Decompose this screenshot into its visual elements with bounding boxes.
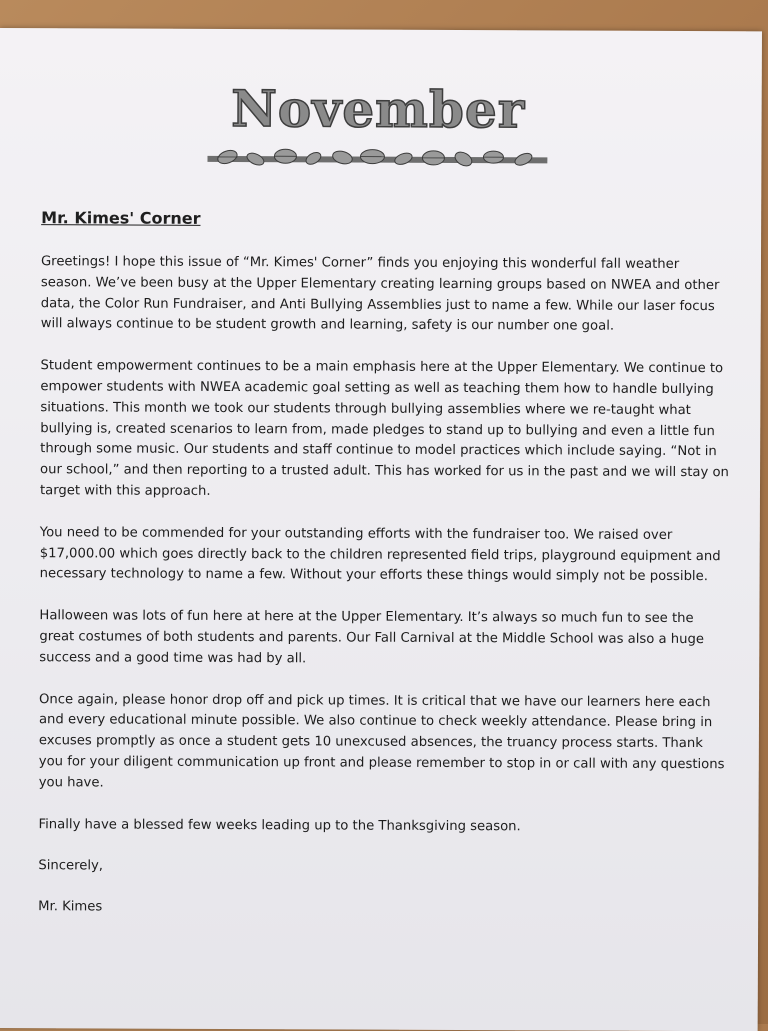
paragraph-halloween: Halloween was lots of fun here at here at the Upper Elementary. It’s always so much fun to see the great costumes of both students and parents. Our Fall Carnival at the Middle School was also a huge success and a good time was had by all. (39, 606, 729, 671)
paragraph-fundraiser: You need to be commended for your outstanding efforts with the fundraiser too. We raised over $17,000.00 which goes directly back to the children represented field trips, playground equipment and necessary technology to name a few. Without your efforts these things would simply not be possible. (40, 523, 730, 588)
closing-block (38, 857, 728, 922)
closing-salutation: Sincerely, (38, 857, 728, 881)
page-title: November (206, 79, 551, 141)
autumn-leaves-garland-icon (207, 145, 547, 170)
paragraph-greeting: Greetings! I hope this issue of “Mr. Kimes' Corner” finds you enjoying this wonderful fall weather season. We’ve been busy at the Upper Elementary creating learning groups based on NWEA and other data, the Color Run Fundraiser, and Anti Bullying Assemblies just to name a few. While our laser focus will always continue to be student growth and learning, safety is our number one goal. (41, 252, 731, 338)
title-banner (205, 79, 550, 181)
letter-paper (0, 28, 762, 1031)
signature: Mr. Kimes (38, 897, 728, 921)
paragraph-thanksgiving: Finally have a blessed few weeks leading up to the Thanksgiving season. (38, 815, 728, 839)
letter-body (38, 252, 731, 941)
paragraph-attendance: Once again, please honor drop off and pick up times. It is critical that we have our learners here each and every educational minute possible. We also continue to check weekly attendance. Please bring in excuses promptly as once a student gets 10 unexcused absences, the truancy process starts. Thank you for your diligent communication up front and please remember to stop in or call with any questions you have. (39, 690, 729, 797)
section-heading: Mr. Kimes' Corner (41, 208, 200, 228)
paragraph-empowerment: Student empowerment continues to be a main emphasis here at the Upper Elementary. We continue to empower students with NWEA academic goal setting as well as teaching them how to handle bullying situations. This month we took our students through bullying assemblies where we re-taught what bullying is, created scenarios to learn from, made pledges to stand up to bullying and even a little fun through some music. Our students and staff continue to model practices which include saying. “Not in our school,” and then reporting to a trusted adult. This has worked for us in the past and we will stay on target with this approach. (40, 356, 731, 505)
